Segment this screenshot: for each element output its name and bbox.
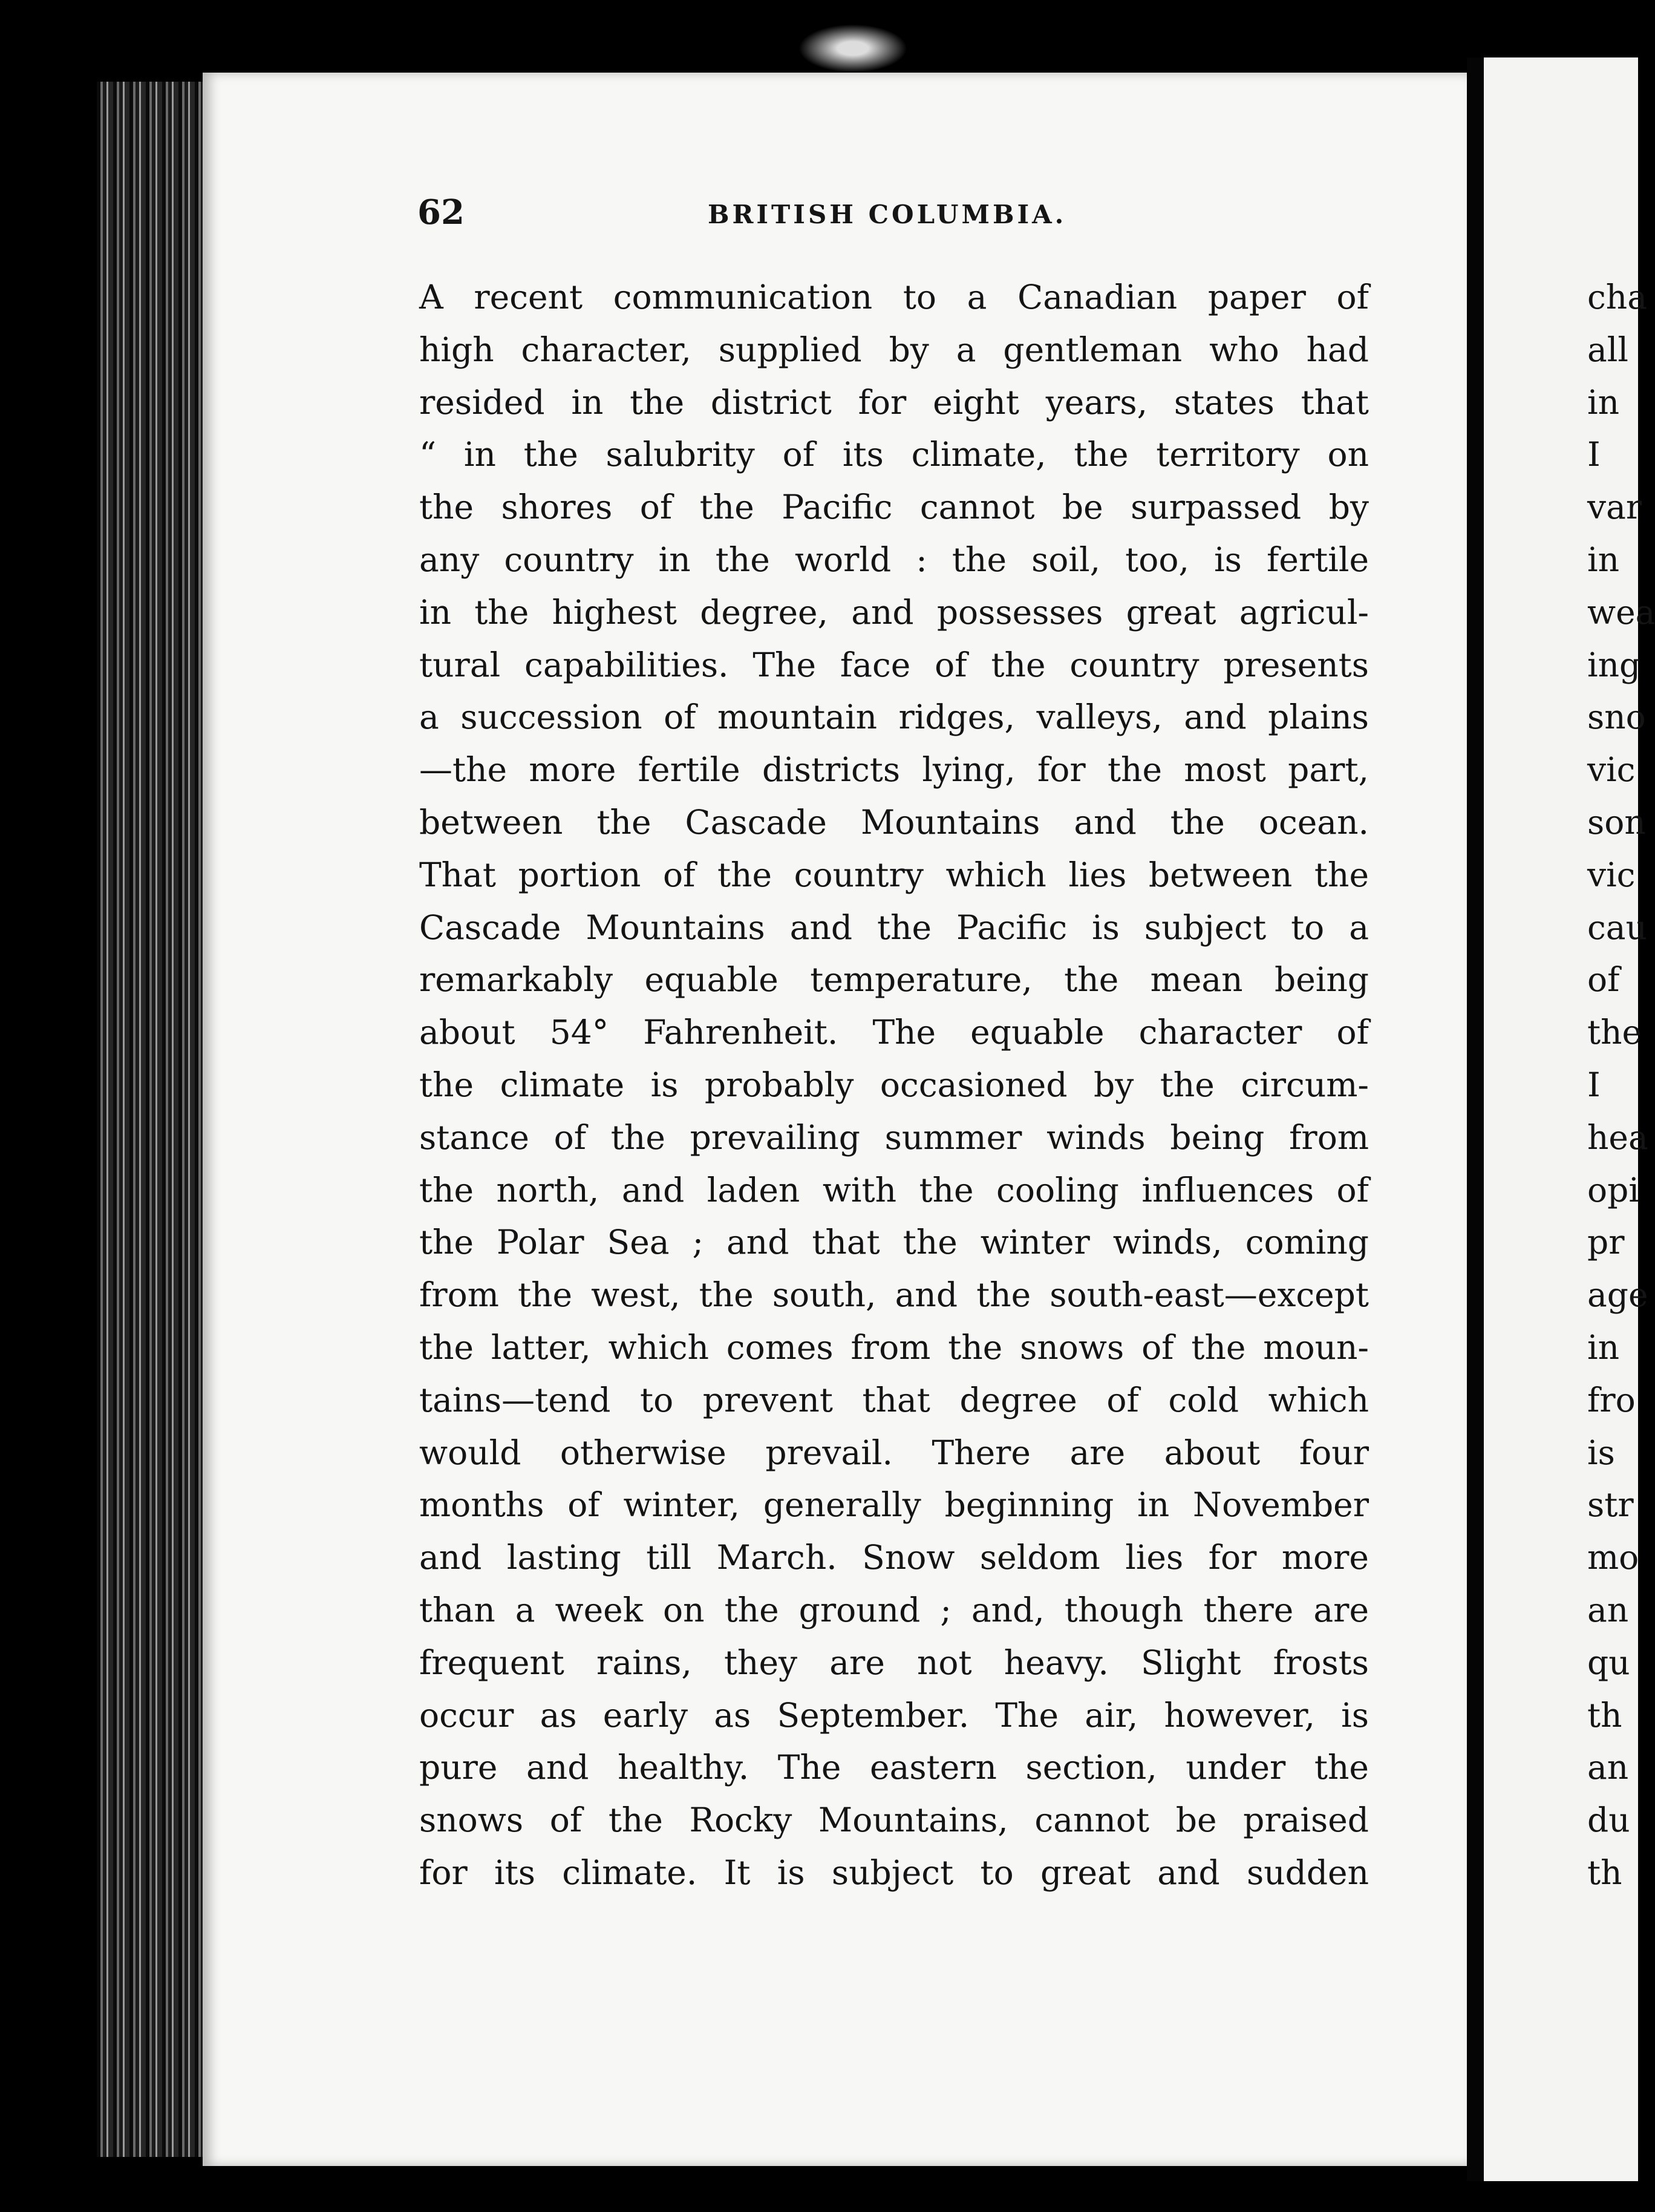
facing-line-fragment: pr bbox=[1587, 1223, 1625, 1262]
facing-line-fragment: str bbox=[1587, 1485, 1634, 1525]
facing-line-fragment: son bbox=[1587, 802, 1646, 842]
text-line: and lasting till March. Snow seldom lies for more bbox=[419, 1538, 1369, 1577]
text-line: for its climate. It is subject to great and sudden bbox=[419, 1853, 1369, 1892]
text-line: Cascade Mountains and the Pacific is subject to a bbox=[419, 908, 1369, 947]
page-number: 62 bbox=[417, 192, 465, 232]
text-line: months of winter, generally beginning in November bbox=[419, 1485, 1369, 1525]
text-line: occur as early as September. The air, however, is bbox=[419, 1695, 1369, 1735]
text-line: in the highest degree, and possesses great agricul- bbox=[419, 592, 1369, 632]
facing-line-fragment: in bbox=[1587, 1327, 1620, 1367]
text-line: the Polar Sea ; and that the winter winds, coming bbox=[419, 1223, 1369, 1262]
facing-line-fragment: is bbox=[1587, 1433, 1615, 1472]
text-line: would otherwise prevail. There are about four bbox=[419, 1433, 1369, 1472]
book-gutter bbox=[1467, 57, 1484, 2181]
facing-line-fragment: of bbox=[1587, 960, 1620, 1000]
facing-line-fragment: vic bbox=[1587, 750, 1636, 790]
facing-line-fragment: in bbox=[1587, 540, 1620, 579]
facing-line-fragment: I bbox=[1587, 435, 1601, 474]
facing-line-fragment: sno bbox=[1587, 698, 1646, 737]
text-line: the north, and laden with the cooling influences of bbox=[419, 1170, 1369, 1209]
facing-line-fragment: hea bbox=[1587, 1117, 1648, 1157]
text-line: pure and healthy. The eastern section, under the bbox=[419, 1748, 1369, 1787]
text-line: frequent rains, they are not heavy. Slight frosts bbox=[419, 1643, 1369, 1682]
running-title: BRITISH COLUMBIA. bbox=[708, 200, 1067, 229]
text-line: from the west, the south, and the south-east—except bbox=[419, 1275, 1369, 1315]
text-line: the latter, which comes from the snows of the moun- bbox=[419, 1327, 1369, 1367]
paper-blemish bbox=[798, 24, 907, 73]
text-line: high character, supplied by a gentleman who had bbox=[419, 330, 1369, 369]
text-line: resided in the district for eight years, states that bbox=[419, 382, 1369, 422]
facing-page-text bbox=[1587, 271, 1655, 1899]
text-line: than a week on the ground ; and, though there are bbox=[419, 1590, 1369, 1629]
facing-line-fragment: I bbox=[1587, 1065, 1601, 1104]
facing-line-fragment: cha bbox=[1587, 278, 1648, 316]
facing-line-fragment: ing bbox=[1587, 645, 1641, 684]
text-line: A recent communication to a Canadian paper of bbox=[419, 278, 1369, 316]
facing-line-fragment: wea bbox=[1587, 592, 1655, 632]
facing-line-fragment: age bbox=[1587, 1275, 1648, 1315]
text-line: about 54° Fahrenheit. The equable character of bbox=[419, 1013, 1369, 1052]
text-line: That portion of the country which lies between the bbox=[419, 855, 1369, 894]
text-line: tains—tend to prevent that degree of cold which bbox=[419, 1380, 1369, 1419]
facing-line-fragment: vic bbox=[1587, 855, 1636, 894]
text-line: tural capabilities. The face of the country presents bbox=[419, 645, 1369, 684]
body-text bbox=[419, 271, 1369, 1899]
facing-line-fragment: opi bbox=[1587, 1170, 1639, 1209]
facing-line-fragment: du bbox=[1587, 1801, 1630, 1840]
facing-line-fragment: qu bbox=[1587, 1643, 1630, 1682]
text-line: remarkably equable temperature, the mean being bbox=[419, 960, 1369, 1000]
facing-line-fragment: an bbox=[1587, 1590, 1629, 1629]
facing-line-fragment: var bbox=[1587, 488, 1642, 527]
running-head bbox=[417, 192, 1385, 241]
facing-line-fragment: cau bbox=[1587, 908, 1648, 947]
text-line: a succession of mountain ridges, valleys, and plains bbox=[419, 698, 1369, 737]
facing-line-fragment: th bbox=[1587, 1853, 1622, 1892]
facing-line-fragment: the bbox=[1587, 1013, 1642, 1052]
text-line: stance of the prevailing summer winds being from bbox=[419, 1117, 1369, 1157]
facing-line-fragment: fro bbox=[1587, 1380, 1636, 1419]
text-line: the climate is probably occasioned by the circum- bbox=[419, 1065, 1369, 1104]
text-line: between the Cascade Mountains and the ocean. bbox=[419, 802, 1369, 842]
facing-line-fragment: th bbox=[1587, 1695, 1622, 1735]
text-line: —the more fertile districts lying, for the most part, bbox=[419, 750, 1369, 790]
text-line: any country in the world : the soil, too, is fertile bbox=[419, 540, 1369, 579]
text-line: snows of the Rocky Mountains, cannot be praised bbox=[419, 1801, 1369, 1840]
text-line: the shores of the Pacific cannot be surpassed by bbox=[419, 488, 1369, 527]
facing-line-fragment: an bbox=[1587, 1748, 1629, 1787]
facing-line-fragment: all bbox=[1587, 330, 1628, 369]
facing-line-fragment: in bbox=[1587, 382, 1620, 422]
text-line: “ in the salubrity of its climate, the territory on bbox=[419, 435, 1369, 474]
facing-line-fragment: mo bbox=[1587, 1538, 1639, 1577]
